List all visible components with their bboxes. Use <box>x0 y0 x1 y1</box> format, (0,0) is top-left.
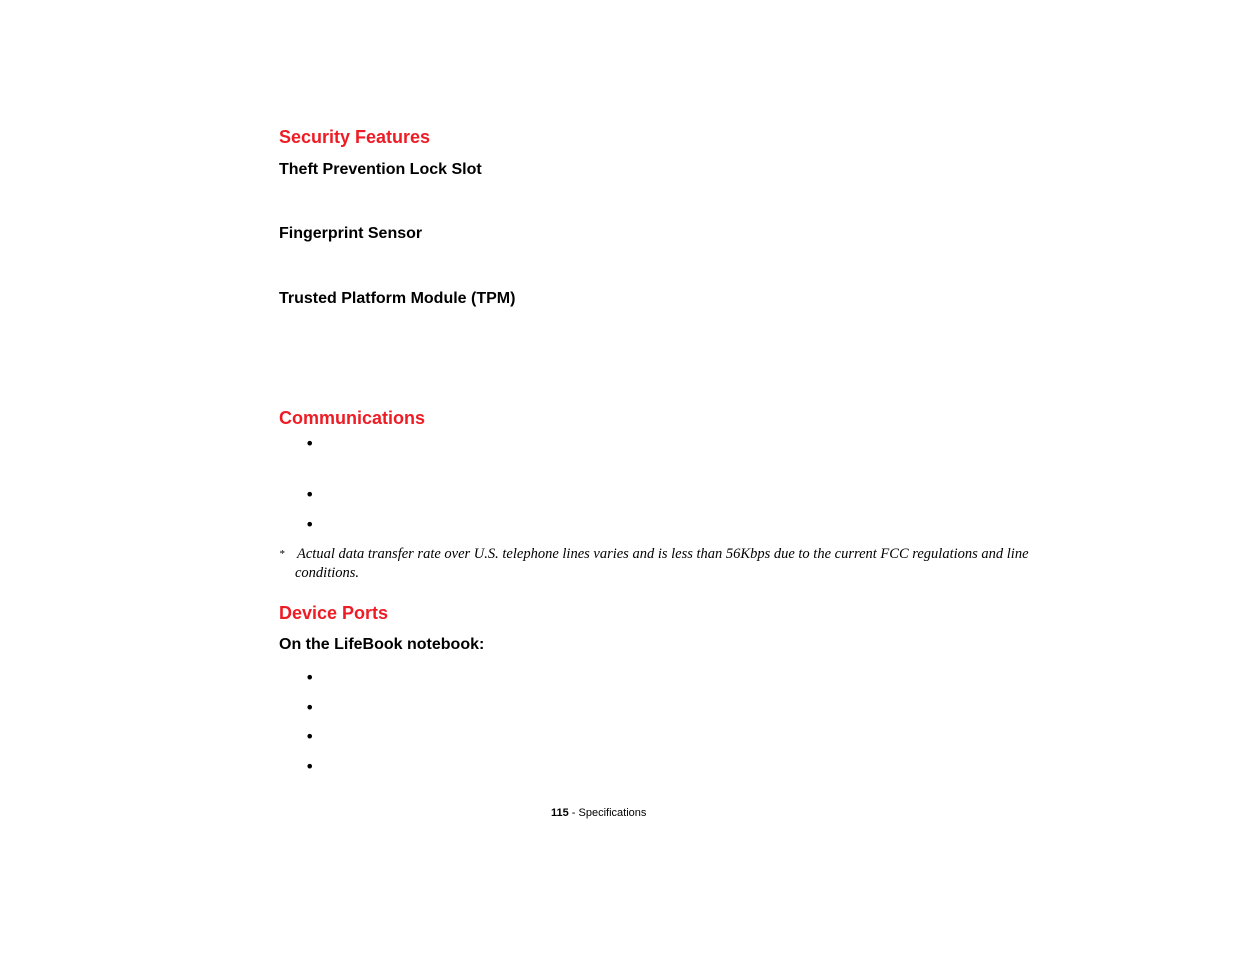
footnote-mark: * <box>279 548 285 560</box>
footnote-line-2: conditions. <box>295 565 360 581</box>
modem-footnote <box>279 545 1059 583</box>
device-ports-bullet: • <box>305 668 315 687</box>
footer-separator: - <box>568 807 579 819</box>
fingerprint-sensor-heading: Fingerprint Sensor <box>279 225 423 242</box>
device-ports-bullet: • <box>305 698 315 717</box>
device-ports-bullet: • <box>305 727 315 746</box>
page-footer <box>551 807 646 819</box>
lifebook-notebook-subheading: On the LifeBook notebook: <box>279 636 485 653</box>
communications-bullet: • <box>305 434 315 453</box>
communications-heading: Communications <box>279 408 426 428</box>
security-features-heading: Security Features <box>279 127 431 147</box>
theft-prevention-lock-slot-heading: Theft Prevention Lock Slot <box>279 161 482 178</box>
tpm-heading: Trusted Platform Module (TPM) <box>279 290 516 307</box>
footer-section: Specifications <box>578 807 647 819</box>
device-ports-bullet: • <box>305 757 315 776</box>
page-number: 115 <box>551 807 569 819</box>
footnote-line-1: Actual data transfer rate over U.S. telephone lines varies and is less than 56Kbps due to the current FCC regulations and line <box>297 546 1029 562</box>
device-ports-heading: Device Ports <box>279 603 389 623</box>
communications-bullet: • <box>305 515 315 534</box>
communications-bullet: • <box>305 485 315 504</box>
